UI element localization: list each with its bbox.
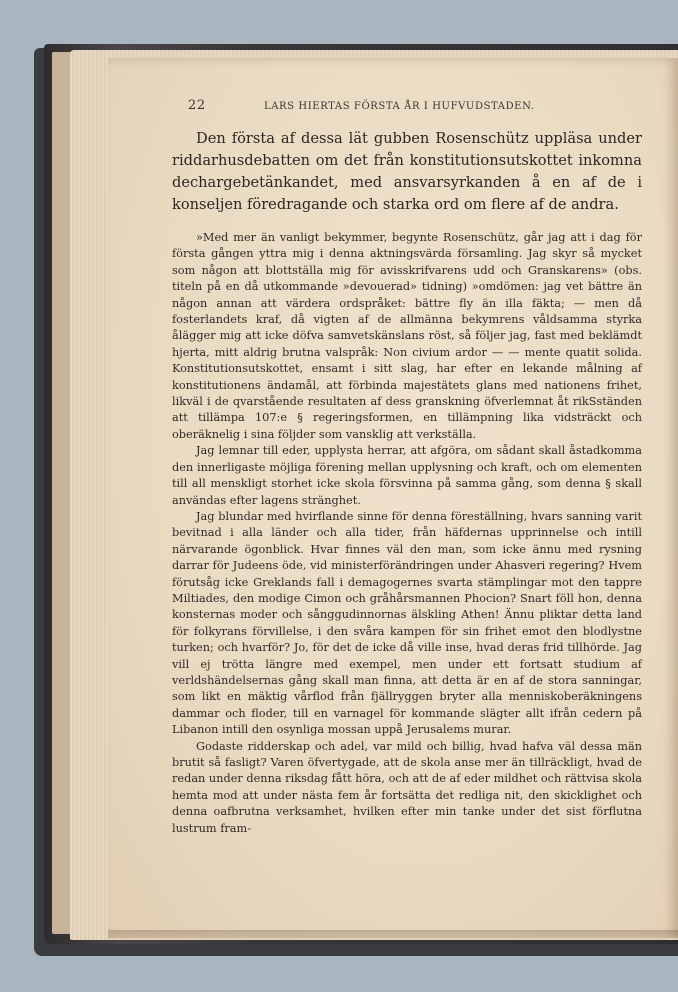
page-content <box>172 98 642 837</box>
page-number: 22 <box>188 98 206 113</box>
body-text <box>172 230 642 837</box>
intro-paragraph: Den första af dessa lät gubben Rosenschütz uppläsa under riddarhusdebatten om det från konstitutionsutskottet inkomna dechargebetänkandet, med ansvarsyrkanden å en af de i konseljen föredragande och starka ord om flere af de andra. <box>172 130 642 213</box>
paragraph: Jag lemnar till eder, upplysta herrar, att afgöra, om sådant skall åstadkomma den innerligaste möjliga förening mellan upplysning och kraft, och om elementen till all menskligt storhet icke skola försvinna på samma gång, som denna § skall användas efter lagens stränghet. <box>172 444 642 507</box>
page-bottom-shadow <box>108 930 678 940</box>
page-header <box>172 98 642 120</box>
paragraph: Godaste ridderskap och adel, var mild och billig, hvad hafva väl dessa män brutit så fasligt? Varen öfvertygade, att de skola anse mer än tillräckligt, hvad de redan under denna riksdag fått höra, och att de af eder mildhet och rättvisa skola hemta mod att under nästa fem år fortsätta det redliga nit, den skicklighet och denna oafbrutna verksamhet, hvilken efter min tanke under det sist förflutna lustrum fram- <box>172 739 642 835</box>
book-page <box>108 58 678 938</box>
paragraph: »Med mer än vanligt bekymmer, begynte Rosenschütz, går jag att i dag för första gången yttra mig i denna aktningsvärda församling. Jag skyr så mycket som någon att blottställa mig för avisskrifvarens udd och Granskarens» (obs. titeln på en då utkommande »devouerad» tidning) »omdömen: jag vet bättre än någon annan att värdera ordspråket: bättre fly än illa fäkta; — men då fosterlandets kraf, då vigten af de allmänna bekymrens våldsamma styrka ålägger mig att icke döfva samvetskänslans röst, så följer jag, fast med beklämdt hjerta, mitt aldrig brutna valspråk: Non civium ardor — — mente quatit solida. Konstitutionsutskottet, ensamt i sitt slag, har efter en lekande målning af konstitutionens ändamål, att förbinda majestätets glans med nationens frihet, likväl i de qvarstående resultaten af dess granskning öfverlemnat åt rikSständen att tillämpa 107:e § regeringsformen, en tillämpning lika vidsträckt och oberäknelig i sina följder som vansklig att verkställa. <box>172 231 642 441</box>
paragraph: Jag blundar med hvirflande sinne för denna föreställning, hvars sanning varit bevitnad i alla länder och alla tider, från häfdernas upprinnelse och intill närvarande ögonblick. Hvar finnes väl den man, som icke ännu med rysning darrar för Judeens öde, vid ministerförändringen under Ahasveri regering? Hvem förutsåg icke Greklands fall i demagogernes svarta stämplingar mot den tappre Miltiades, den modige Cimon och gråhårsmannen Phocion? Snart föll hon, denna konsternas moder och sånggudinnornas älskling Athen! Ännu pliktar detta land för folkyrans förvillelse, i den svåra kampen för sin frihet emot den blodlystne turken; och hvarför? Jo, för det de icke då ville inse, hvad deras frid tillhörde. Jag vill ej trötta längre med exempel, men under ett fortsatt studium af verldshändelsernas gång skall man finna, att detta är en af de stora sanningar, som likt en mäktig vårflod från fjällryggen bryter alla menniskoberäkningens dammar och floder, till en varnagel för kommande slägter allt ifrån cedern på Libanon intill den osynliga mossan uppå Jerusalems murar. <box>172 509 642 737</box>
running-title: LARS HIERTAS FÖRSTA ÅR I HUFVUDSTADEN. <box>264 101 535 112</box>
